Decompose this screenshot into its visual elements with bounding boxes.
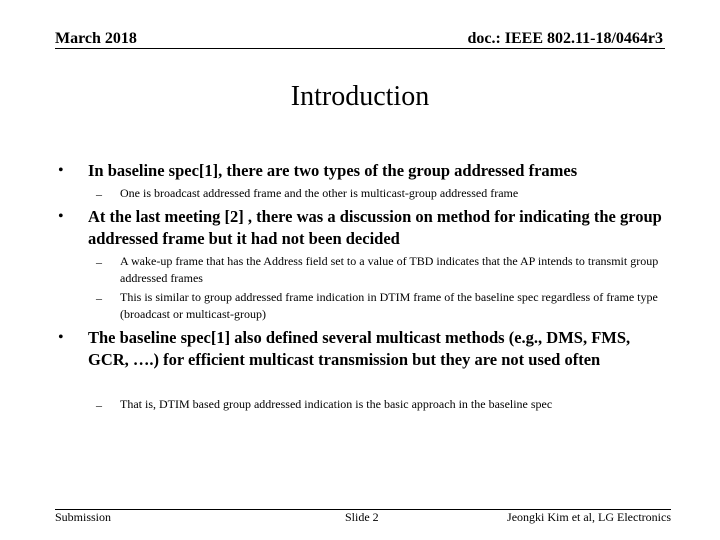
header-date: March 2018 [55, 30, 137, 47]
bullet-2-sub-2: This is similar to group addressed frame indication in DTIM frame of the baseline spec regardless of frame type (broadcast or multicast-group) [120, 290, 658, 321]
bullet-1-sub-1: One is broadcast addressed frame and the other is multicast-group addressed frame [120, 186, 519, 200]
bullet-2-sub-1: A wake-up frame that has the Address field set to a value of TBD indicates that the AP intends to transmit group addressed frames [120, 254, 659, 285]
bullet-marker-2: • [58, 208, 64, 225]
header-doc-id: doc.: IEEE 802.11-18/0464r3 [467, 30, 663, 47]
bullet-2-text: At the last meeting [2] , there was a discussion on method for indicating the group addressed frame but it had not been decided [88, 207, 662, 248]
sub-bullet-marker-1-1: – [96, 187, 102, 201]
footer-submission: Submission [55, 510, 112, 524]
footer-slide-number: Slide 2 [345, 510, 379, 524]
bullet-3-text: The baseline spec[1] also defined several multicast methods (e.g., DMS, FMS, GCR, ….) for efficient multicast transmission but they are not used often [88, 328, 631, 369]
sub-bullet-marker-3-1: – [96, 398, 102, 412]
bullet-3-sub-1: That is, DTIM based group addressed indication is the basic approach in the baseline spec [120, 397, 553, 411]
slide-title: Introduction [290, 81, 430, 112]
footer-author: Jeongki Kim et al, LG Electronics [507, 510, 671, 524]
bullet-1-text: In baseline spec[1], there are two types of the group addressed frames [88, 161, 578, 180]
bullet-marker-3: • [58, 329, 64, 346]
sub-bullet-marker-2-1: – [96, 255, 102, 269]
sub-bullet-marker-2-2: – [96, 291, 102, 305]
bullet-marker-1: • [58, 162, 64, 179]
header-divider [55, 48, 665, 49]
